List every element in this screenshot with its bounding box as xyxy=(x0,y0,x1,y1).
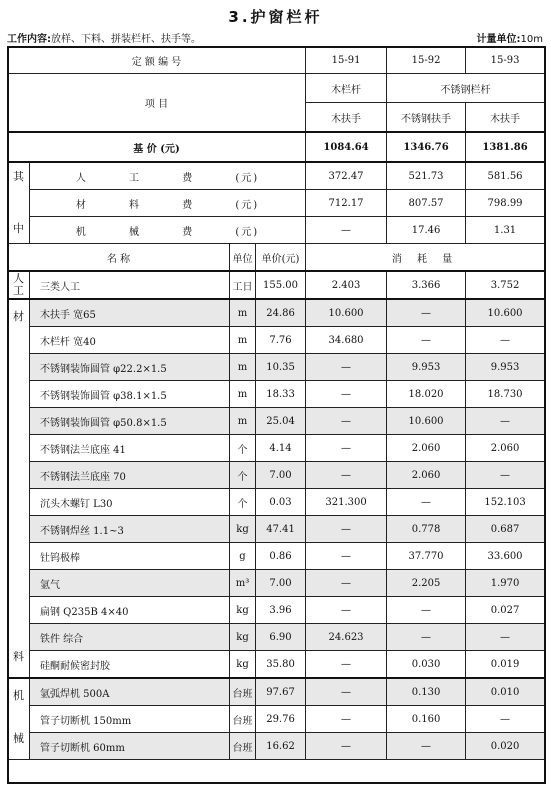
item-price: 3.96 xyxy=(256,597,306,624)
item-price: 10.35 xyxy=(256,354,306,381)
item-name: 三类人工 xyxy=(30,271,230,299)
item-qty: — xyxy=(466,462,545,489)
item-name: 不锈钢法兰底座 41 xyxy=(30,435,230,462)
base-price-label: 基 价 (元) xyxy=(8,132,306,162)
item-qty: — xyxy=(466,706,545,733)
material-side-bottom: 料 xyxy=(13,650,24,663)
item-unit: 个 xyxy=(230,462,256,489)
group-wood: 木栏杆 xyxy=(306,74,387,103)
item-qty: 2.060 xyxy=(387,435,466,462)
item-name: 管子切断机 150mm xyxy=(30,706,230,733)
cost-label: 机 械 费 (元) xyxy=(30,217,306,244)
item-qty: — xyxy=(387,624,466,651)
item-qty: 2.060 xyxy=(466,435,545,462)
item-qty: 10.600 xyxy=(387,408,466,435)
base-price-1: 1084.64 xyxy=(306,132,387,162)
item-name: 沉头木螺钉 L30 xyxy=(30,489,230,516)
item-price: 47.41 xyxy=(256,516,306,543)
item-unit: 台班 xyxy=(230,706,256,733)
item-qty: — xyxy=(466,408,545,435)
item-price: 4.14 xyxy=(256,435,306,462)
item-qty: 18.730 xyxy=(466,381,545,408)
code-3: 15-93 xyxy=(466,47,545,74)
item-price: 24.86 xyxy=(256,299,306,327)
item-qty: — xyxy=(466,327,545,354)
cost-value: 372.47 xyxy=(306,162,387,190)
material-side xyxy=(8,299,30,678)
sub-1: 木扶手 xyxy=(306,103,387,133)
item-qty: 0.778 xyxy=(387,516,466,543)
item-price: 35.80 xyxy=(256,651,306,679)
item-qty: 0.130 xyxy=(387,678,466,706)
item-qty: 10.600 xyxy=(306,299,387,327)
item-unit: m xyxy=(230,327,256,354)
measure-unit-value: 10m xyxy=(520,34,543,45)
cost-value: 17.46 xyxy=(387,217,466,244)
measure-unit xyxy=(477,30,543,45)
col-consume: 消 耗 量 xyxy=(306,244,545,272)
item-qty: 9.953 xyxy=(466,354,545,381)
item-price: 0.03 xyxy=(256,489,306,516)
item-qty: 37.770 xyxy=(387,543,466,570)
item-unit: 个 xyxy=(230,435,256,462)
item-qty: — xyxy=(387,327,466,354)
item-qty: — xyxy=(306,516,387,543)
item-qty: — xyxy=(387,489,466,516)
item-unit: m³ xyxy=(230,570,256,597)
item-qty: 2.060 xyxy=(387,462,466,489)
item-qty: — xyxy=(306,733,387,760)
item-name: 不锈钢装饰圆管 φ38.1×1.5 xyxy=(30,381,230,408)
cost-value: 581.56 xyxy=(466,162,545,190)
cost-value: 712.17 xyxy=(306,190,387,217)
item-qty: — xyxy=(306,570,387,597)
item-qty: 0.010 xyxy=(466,678,545,706)
item-price: 0.86 xyxy=(256,543,306,570)
item-qty: 0.160 xyxy=(387,706,466,733)
item-name: 铁件 综合 xyxy=(30,624,230,651)
base-price-2: 1346.76 xyxy=(387,132,466,162)
item-qty: 3.366 xyxy=(387,271,466,299)
item-qty: — xyxy=(306,651,387,679)
cost-value: 521.73 xyxy=(387,162,466,190)
cost-value: 798.99 xyxy=(466,190,545,217)
work-content xyxy=(7,30,201,45)
item-qty: — xyxy=(306,354,387,381)
item-qty: 0.019 xyxy=(466,651,545,679)
cost-side-bottom: 中 xyxy=(13,222,24,235)
sub-3: 木扶手 xyxy=(466,103,545,133)
item-qty: 10.600 xyxy=(466,299,545,327)
item-name: 扁钢 Q235B 4×40 xyxy=(30,597,230,624)
item-price: 155.00 xyxy=(256,271,306,299)
item-qty: 3.752 xyxy=(466,271,545,299)
item-price: 25.04 xyxy=(256,408,306,435)
item-qty: 1.970 xyxy=(466,570,545,597)
item-qty: 0.687 xyxy=(466,516,545,543)
item-qty: — xyxy=(466,624,545,651)
item-qty: — xyxy=(306,435,387,462)
item-unit: 个 xyxy=(230,489,256,516)
item-unit: m xyxy=(230,354,256,381)
item-qty: — xyxy=(306,408,387,435)
col-price: 单价(元) xyxy=(256,244,306,272)
cost-side-top: 其 xyxy=(13,170,24,183)
item-label: 项 目 xyxy=(8,74,306,133)
code-2: 15-92 xyxy=(387,47,466,74)
cost-side xyxy=(8,162,30,244)
work-content-label: 工作内容: xyxy=(7,34,51,45)
base-price-3: 1381.86 xyxy=(466,132,545,162)
item-unit: kg xyxy=(230,624,256,651)
cost-value: — xyxy=(306,217,387,244)
work-content-text: 放样、下料、拼装栏杆、扶手等。 xyxy=(51,34,201,45)
item-price: 16.62 xyxy=(256,733,306,760)
item-unit: 台班 xyxy=(230,678,256,706)
item-qty: 33.600 xyxy=(466,543,545,570)
item-name: 不锈钢装饰圆管 φ50.8×1.5 xyxy=(30,408,230,435)
item-name: 硅酮耐候密封胶 xyxy=(30,651,230,679)
cost-label: 人 工 费 (元) xyxy=(30,162,306,190)
item-qty: 24.623 xyxy=(306,624,387,651)
item-qty: 321.300 xyxy=(306,489,387,516)
item-unit: m xyxy=(230,408,256,435)
item-qty: 2.403 xyxy=(306,271,387,299)
item-name: 氩弧焊机 500A xyxy=(30,678,230,706)
measure-unit-label: 计量单位: xyxy=(476,34,521,45)
item-qty: 0.030 xyxy=(387,651,466,679)
item-name: 不锈钢法兰底座 70 xyxy=(30,462,230,489)
item-qty: — xyxy=(306,597,387,624)
item-unit: kg xyxy=(230,597,256,624)
item-unit: kg xyxy=(230,516,256,543)
item-name: 不锈钢焊丝 1.1~3 xyxy=(30,516,230,543)
item-name: 不锈钢装饰圆管 φ22.2×1.5 xyxy=(30,354,230,381)
item-price: 7.00 xyxy=(256,462,306,489)
item-qty: — xyxy=(306,543,387,570)
item-qty: — xyxy=(387,299,466,327)
item-qty: — xyxy=(306,381,387,408)
code-label: 定 额 编 号 xyxy=(8,47,306,74)
item-name: 钍钨极棒 xyxy=(30,543,230,570)
item-price: 6.90 xyxy=(256,624,306,651)
item-name: 木扶手 宽65 xyxy=(30,299,230,327)
item-unit: 工日 xyxy=(230,271,256,299)
item-qty: 0.020 xyxy=(466,733,545,760)
item-qty: — xyxy=(306,462,387,489)
col-unit: 单位 xyxy=(230,244,256,272)
item-qty: 152.103 xyxy=(466,489,545,516)
quota-table xyxy=(7,46,545,760)
cost-value: 1.31 xyxy=(466,217,545,244)
item-unit: m xyxy=(230,381,256,408)
item-price: 7.76 xyxy=(256,327,306,354)
cost-label: 材 料 费 (元) xyxy=(30,190,306,217)
labor-side: 人工 xyxy=(8,271,30,299)
item-qty: 34.680 xyxy=(306,327,387,354)
item-qty: 9.953 xyxy=(387,354,466,381)
item-unit: m xyxy=(230,299,256,327)
group-steel: 不锈钢栏杆 xyxy=(387,74,545,103)
item-price: 18.33 xyxy=(256,381,306,408)
item-qty: — xyxy=(387,733,466,760)
item-qty: — xyxy=(306,706,387,733)
machine-side-bottom: 械 xyxy=(13,732,24,745)
page-title: 3.护窗栏杆 xyxy=(228,8,323,26)
item-qty: 0.027 xyxy=(466,597,545,624)
item-qty: 18.020 xyxy=(387,381,466,408)
machine-side xyxy=(8,678,30,760)
machine-side-top: 机 xyxy=(13,689,24,702)
item-price: 29.76 xyxy=(256,706,306,733)
col-name: 名 称 xyxy=(8,244,230,272)
item-unit: 台班 xyxy=(230,733,256,760)
item-qty: — xyxy=(387,597,466,624)
item-qty: — xyxy=(306,678,387,706)
item-unit: kg xyxy=(230,651,256,679)
item-name: 氩气 xyxy=(30,570,230,597)
item-unit: g xyxy=(230,543,256,570)
code-1: 15-91 xyxy=(306,47,387,74)
item-name: 管子切断机 60mm xyxy=(30,733,230,760)
item-qty: 2.205 xyxy=(387,570,466,597)
cost-value: 807.57 xyxy=(387,190,466,217)
item-price: 97.67 xyxy=(256,678,306,706)
material-side-top: 材 xyxy=(13,310,24,323)
item-name: 木栏杆 宽40 xyxy=(30,327,230,354)
sub-2: 不锈钢扶手 xyxy=(387,103,466,133)
item-price: 7.00 xyxy=(256,570,306,597)
